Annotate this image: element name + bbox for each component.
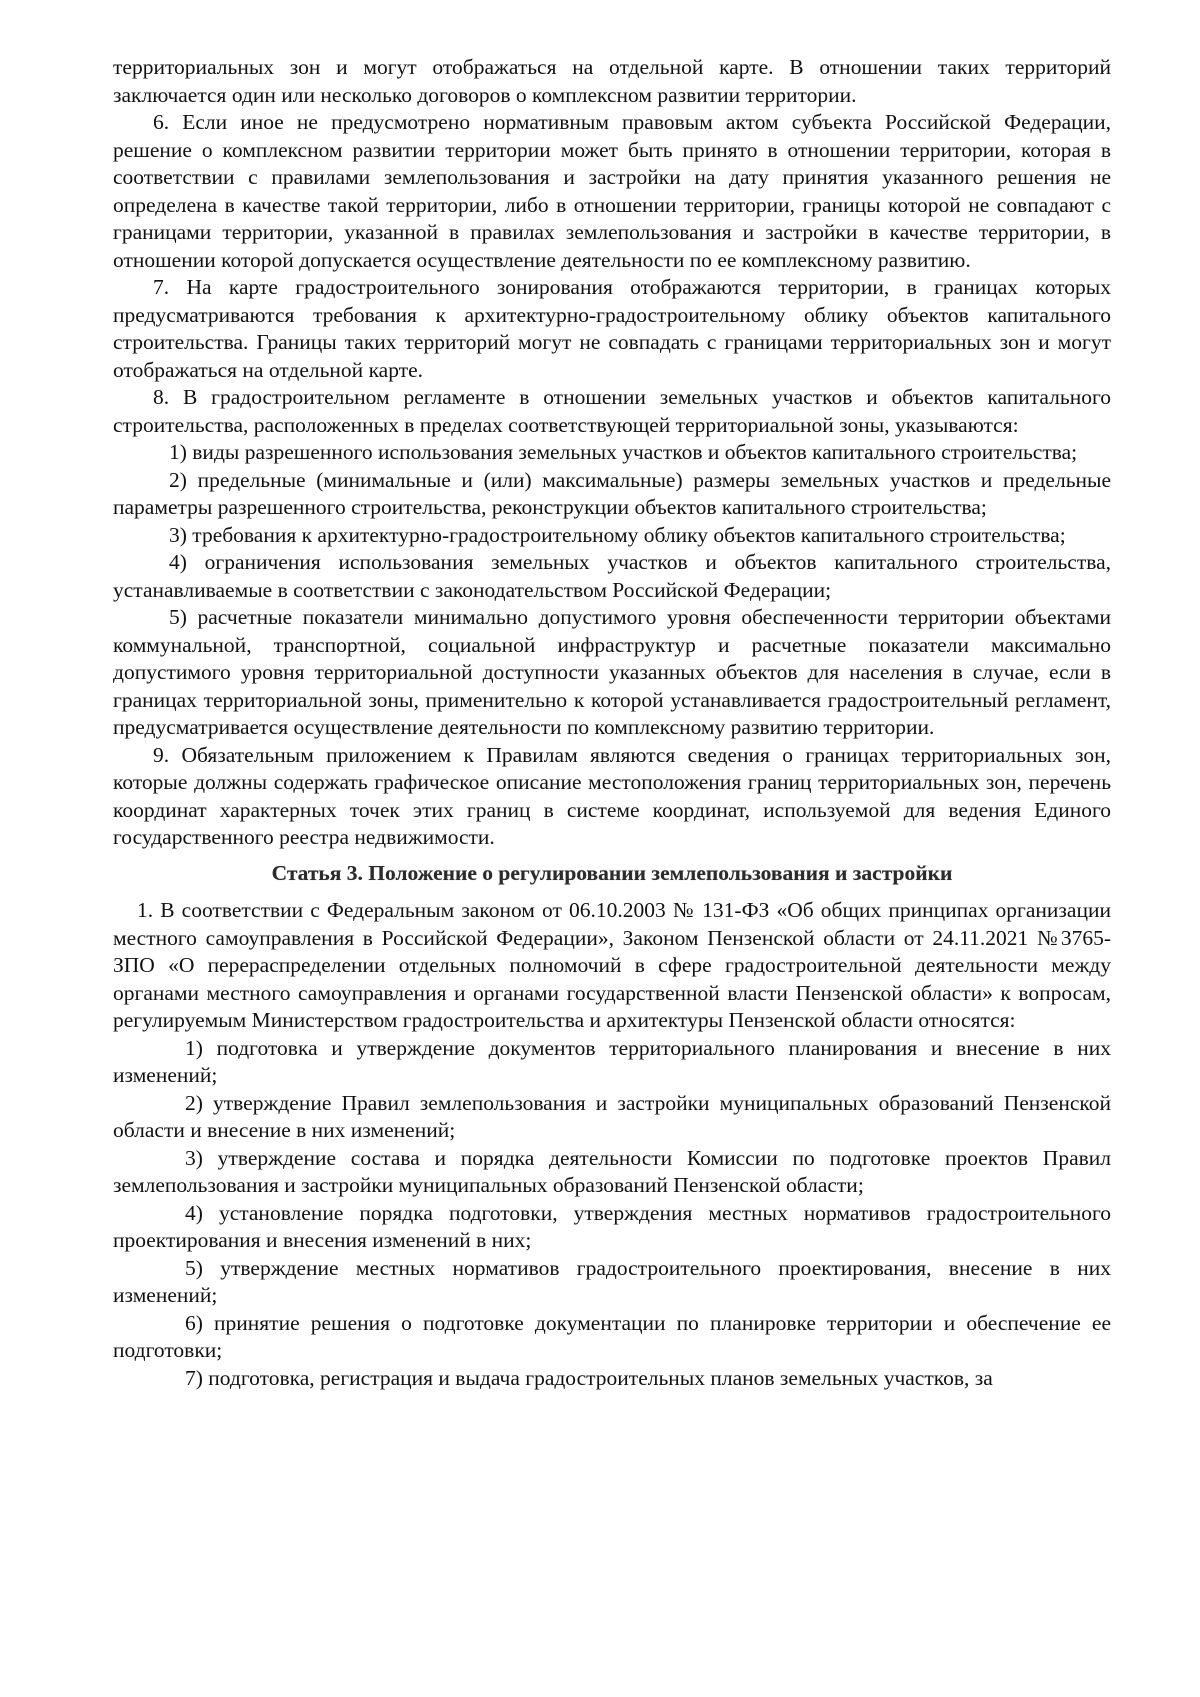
paragraph-item-9: 9. Обязательным приложением к Правилам являются сведения о границах территориальных зон, которые должны содержать графическое описание местоположения границ территориальных зон, перечень координат характерных точек этих границ в системе координат, используемой для ведения Единого государственного реестра недвижимости. (113, 742, 1111, 849)
paragraph-item-8: 8. В градостроительном регламенте в отношении земельных участков и объектов капитального строительства, расположенных в пределах соответствующей территориальной зоны, указываются: (113, 385, 1111, 437)
subitem-1: 1) виды разрешенного использования земельных участков и объектов капитального строительства; (169, 440, 1078, 464)
article-subitem-7: 7) подготовка, регистрация и выдача градостроительных планов земельных участков, за (185, 1365, 993, 1390)
article-paragraph-1: 1. В соответствии с Федеральным законом от 06.10.2003 № 131-ФЗ «Об общих принципах организации местного самоуправления в Российской Федерации», Законом Пензенской области от 24.11.2021 №3765-ЗПО «О перераспределении отдельных полномочий в сфере градостроительной деятельности между органами местного самоуправления и органами государственной власти Пензенской области» к вопросам, регулируемым Министерством градостроительства и архитектуры Пензенской области относятся: (113, 898, 1111, 1032)
article-subitem-3: 3) утверждение состава и порядка деятельности Комиссии по подготовке проектов Правил землепользования и застройки муниципальных образований Пензенской области; (113, 1145, 1111, 1197)
paragraph-item-6: 6. Если иное не предусмотрено нормативным правовым актом субъекта Российской Федерации, решение о комплексном развитии территории может быть принято в отношении территории, которая в соответствии с правилами землепользования и застройки на дату принятия указанного решения не определена в качестве такой территории, либо в отношении территории, границы которой не совпадают с границами территории, указанной в правилах землепользования и застройки в качестве территории, в отношении которой допускается осуществление деятельности по ее комплексному развитию. (113, 110, 1111, 272)
article-subitem-5: 5) утверждение местных нормативов градостроительного проектирования, внесение в них изменений; (113, 1255, 1111, 1307)
article-subitem-6: 6) принятие решения о подготовке документации по планировке территории и обеспечение ее подготовки; (113, 1310, 1111, 1362)
article-subitem-4: 4) установление порядка подготовки, утверждения местных нормативов градостроительного проектирования и внесения изменений в них; (113, 1200, 1111, 1252)
subitem-5: 5) расчетные показатели минимально допустимого уровня обеспеченности территории объектами коммунальной, транспортной, социальной инфраструктур и расчетные показатели максимально допустимого уровня территориальной доступности указанных объектов для населения в случае, если в границах территориальной зоны, применительно к которой устанавливается градостроительный регламент, предусматривается осуществление деятельности по комплексному развитию территории. (113, 605, 1111, 739)
article-subitem-1: 1) подготовка и утверждение документов территориального планирования и внесение в них изменений; (113, 1035, 1111, 1087)
paragraph-item-7: 7. На карте градостроительного зонирования отображаются территории, в границах которых предусматриваются требования к архитектурно-градостроительному облику объектов капитального строительства. Границы таких территорий могут не совпадать с границами территориальных зон и могут отображаться на отдельной карте. (113, 275, 1111, 382)
article-heading: Статья 3. Положение о регулировании землепользования и застройки (271, 860, 953, 885)
paragraph-continuation: территориальных зон и могут отображаться на отдельной карте. В отношении таких территорий заключается один или несколько договоров о комплексном развитии территории. (113, 55, 1111, 107)
article-subitem-2: 2) утверждение Правил землепользования и застройки муниципальных образований Пензенской области и внесение в них изменений; (113, 1090, 1111, 1142)
subitem-2: 2) предельные (минимальные и (или) максимальные) размеры земельных участков и предельные параметры разрешенного строительства, реконструкции объектов капитального строительства; (113, 467, 1111, 519)
document-page (113, 54, 1111, 1392)
subitem-3: 3) требования к архитектурно-градостроительному облику объектов капитального строительства; (169, 522, 1066, 547)
subitem-4: 4) ограничения использования земельных участков и объектов капитального строительства, устанавливаемые в соответствии с законодательством Российской Федерации; (113, 550, 1111, 602)
